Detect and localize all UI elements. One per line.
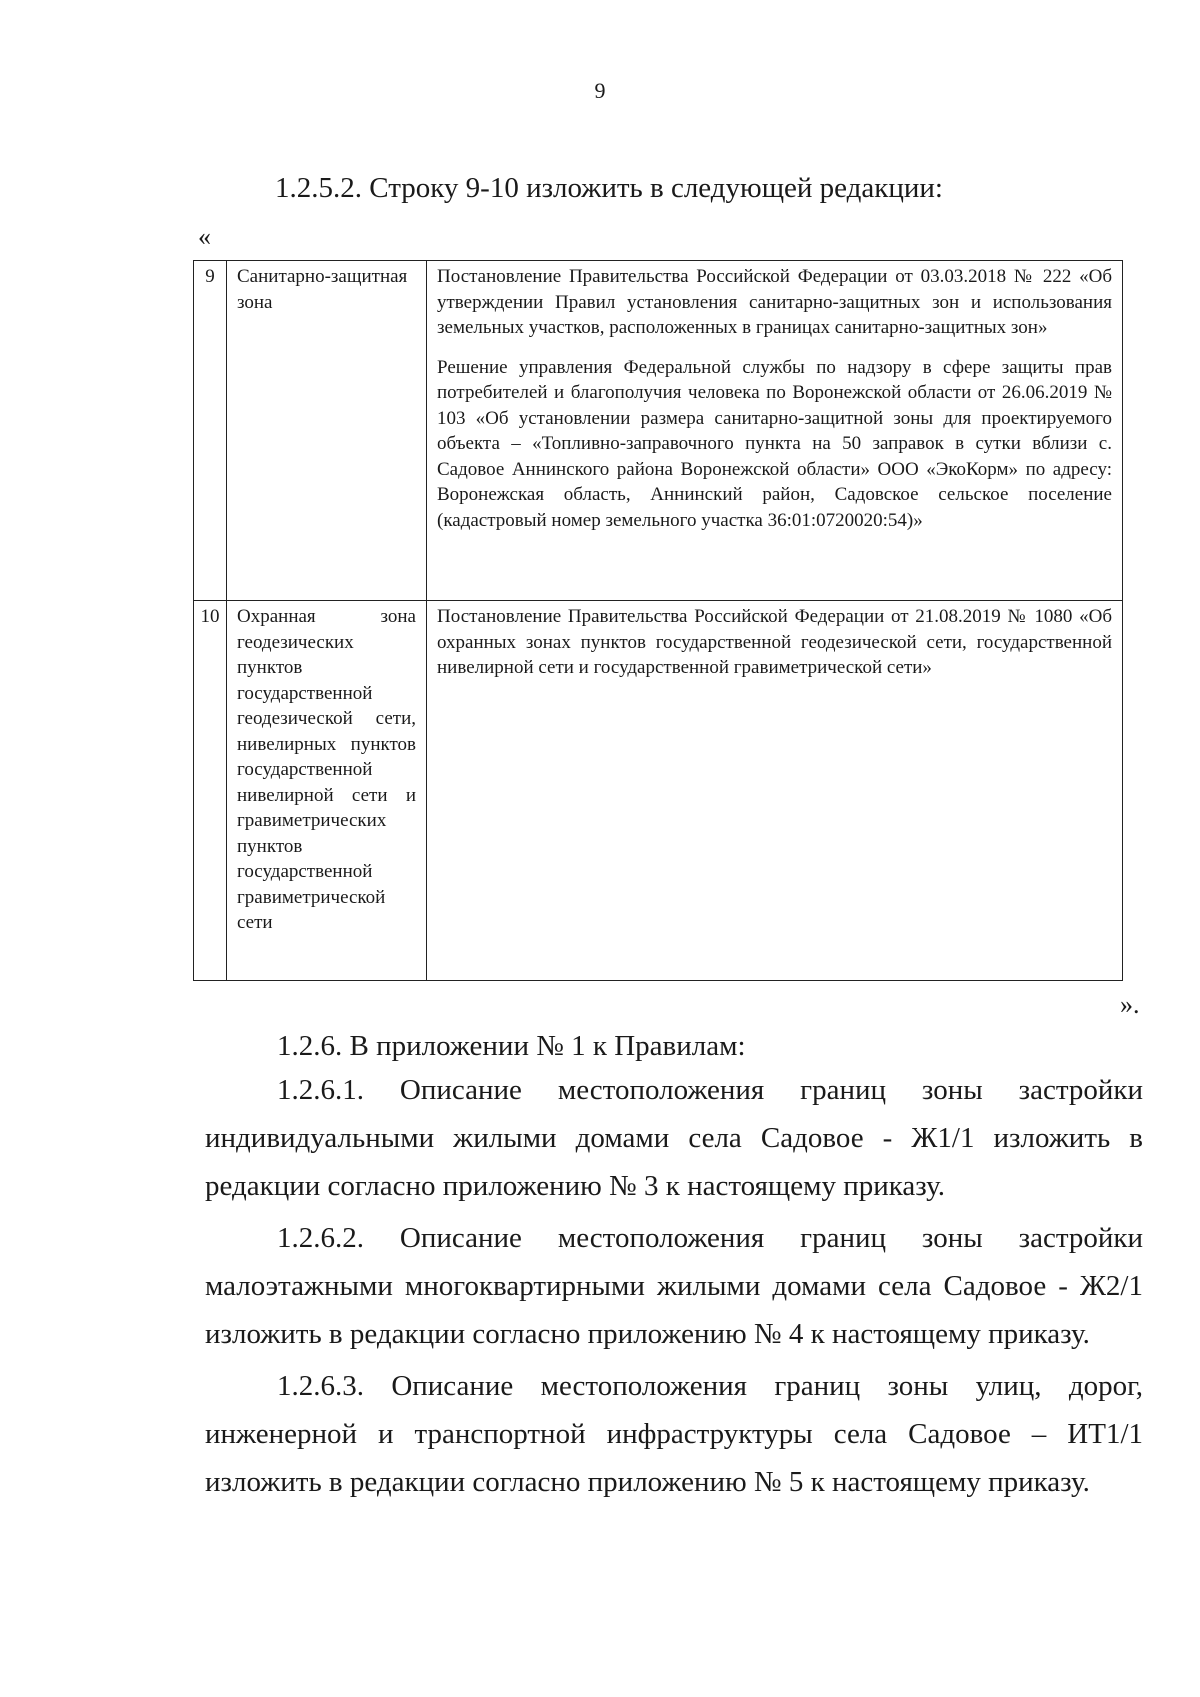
documents-cell [427, 601, 1123, 981]
paragraph-1263 [205, 1362, 1143, 1506]
closing-quote: ». [1120, 990, 1140, 1019]
table-row [194, 261, 1123, 601]
row-number: 9 [194, 261, 227, 601]
table-row [194, 601, 1123, 981]
paragraph-text: 1.2.6.1. Описание местоположения границ зоны застройки индивидуальными жилыми домами села Садовое - Ж1/1 изложить в редакции согласно приложению № 3 к настоящему приказу. [205, 1074, 1143, 1202]
section-heading: 1.2.5.2. Строку 9-10 изложить в следующей редакции: [275, 172, 943, 204]
paragraph-text: 1.2.6.2. Описание местоположения границ зоны застройки малоэтажными многоквартирными жилыми домами села Садовое - Ж2/1 изложить в редакции согласно приложению № 4 к настоящему приказу. [205, 1222, 1143, 1350]
section-126-heading: 1.2.6. В приложении № 1 к Правилам: [277, 1030, 746, 1062]
paragraph-1262 [205, 1214, 1143, 1358]
documents-cell [427, 261, 1123, 601]
document-text: Постановление Правительства Российской Федерации от 21.08.2019 № 1080 «Об охранных зонах пунктов государственной геодезической сети, государственной нивелирной сети и государственной гравиметрической сети» [437, 606, 1112, 678]
zone-name: Санитарно-защитная зона [227, 261, 427, 601]
document-text: Постановление Правительства Российской Федерации от 03.03.2018 № 222 «Об утверждении Правил установления санитарно-защитных зон и использования земельных участков, расположенных в границах санитарно-защитных зон» [437, 266, 1112, 338]
paragraph-text: 1.2.6.3. Описание местоположения границ зоны улиц, дорог, инженерной и транспортной инфраструктуры села Садовое – ИТ1/1 изложить в редакции согласно приложению № 5 к настоящему приказу. [205, 1370, 1143, 1498]
row-number: 10 [194, 601, 227, 981]
zone-name: Охранная зона геодезических пунктов государственной геодезической сети, нивелирных пунктов государственной нивелирной сети и гравиметрических пунктов государственной гравиметрической сети [227, 601, 427, 981]
page-number: 9 [594, 78, 606, 103]
paragraph-1261 [205, 1066, 1143, 1210]
opening-quote: « [198, 222, 211, 251]
zones-table [193, 260, 1123, 981]
document-text: Решение управления Федеральной службы по надзору в сфере защиты прав потребителей и благополучия человека по Воронежской области от 26.06.2019 № 103 «Об установлении размера санитарно-защитной зоны для проектируемого объекта – «Топливно-заправочного пункта на 50 заправок в сутки вблизи с. Садовое Аннинского района Воронежской области» ООО «ЭкоКорм» по адресу: Воронежская область, Аннинский район, Садовское сельское поселение (кадастровый номер земельного участка 36:01:0720020:54)» [437, 356, 1112, 531]
